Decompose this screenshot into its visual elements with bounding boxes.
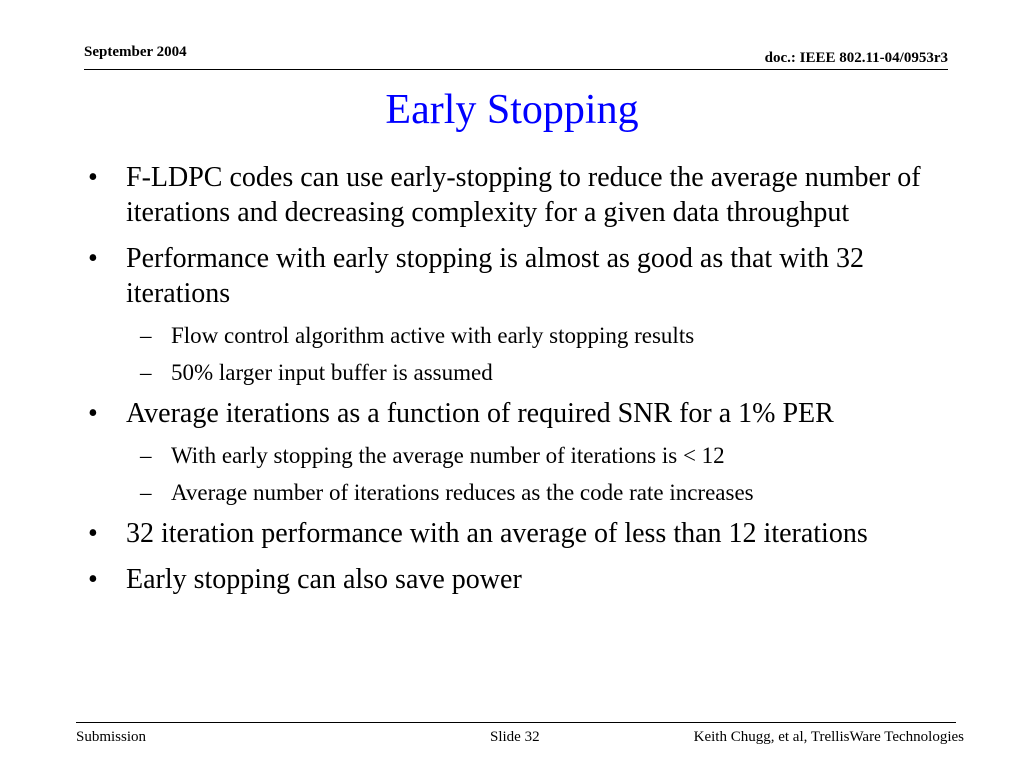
bullet-marker: • <box>88 162 98 193</box>
bullet-marker: • <box>88 243 98 274</box>
header-document-id: doc.: IEEE 802.11-04/0953r3 <box>764 50 948 66</box>
header-divider <box>84 69 948 70</box>
bullet-marker: • <box>88 564 98 595</box>
bullet-item <box>84 160 944 230</box>
sub-bullet-item <box>84 359 944 387</box>
bullet-text: Performance with early stopping is almost as good as that with 32 iterations <box>126 243 864 309</box>
bullet-text: Average number of iterations reduces as the code rate increases <box>171 480 754 505</box>
bullet-marker: • <box>88 398 98 429</box>
sub-bullet-item <box>84 442 944 470</box>
bullet-text: Average iterations as a function of required SNR for a 1% PER <box>126 398 834 429</box>
dash-marker: – <box>140 480 152 505</box>
slide-body <box>84 160 944 608</box>
bullet-text: F-LDPC codes can use early-stopping to reduce the average number of iterations and decreasing complexity for a given data throughput <box>126 162 921 228</box>
footer-authors: Keith Chugg, et al, TrellisWare Technologies <box>693 729 964 745</box>
bullet-marker: • <box>88 518 98 549</box>
dash-marker: – <box>140 443 152 468</box>
footer-slide-number: Slide 32 <box>490 729 540 745</box>
bullet-text: Early stopping can also save power <box>126 564 522 595</box>
bullet-text: Flow control algorithm active with early stopping results <box>171 323 695 348</box>
slide-title: Early Stopping <box>385 87 639 133</box>
bullet-item <box>84 516 944 551</box>
bullet-item <box>84 396 944 431</box>
bullet-item <box>84 562 944 597</box>
bullet-text: With early stopping the average number of iterations is < 12 <box>171 443 725 468</box>
bullet-item <box>84 241 944 311</box>
footer-divider <box>76 722 956 723</box>
dash-marker: – <box>140 360 152 385</box>
sub-bullet-item <box>84 479 944 507</box>
header-date: September 2004 <box>84 44 187 60</box>
bullet-text: 50% larger input buffer is assumed <box>171 360 493 385</box>
bullet-text: 32 iteration performance with an average of less than 12 iterations <box>126 518 868 549</box>
sub-bullet-item <box>84 322 944 350</box>
footer-submission: Submission <box>76 729 147 745</box>
dash-marker: – <box>140 323 152 348</box>
